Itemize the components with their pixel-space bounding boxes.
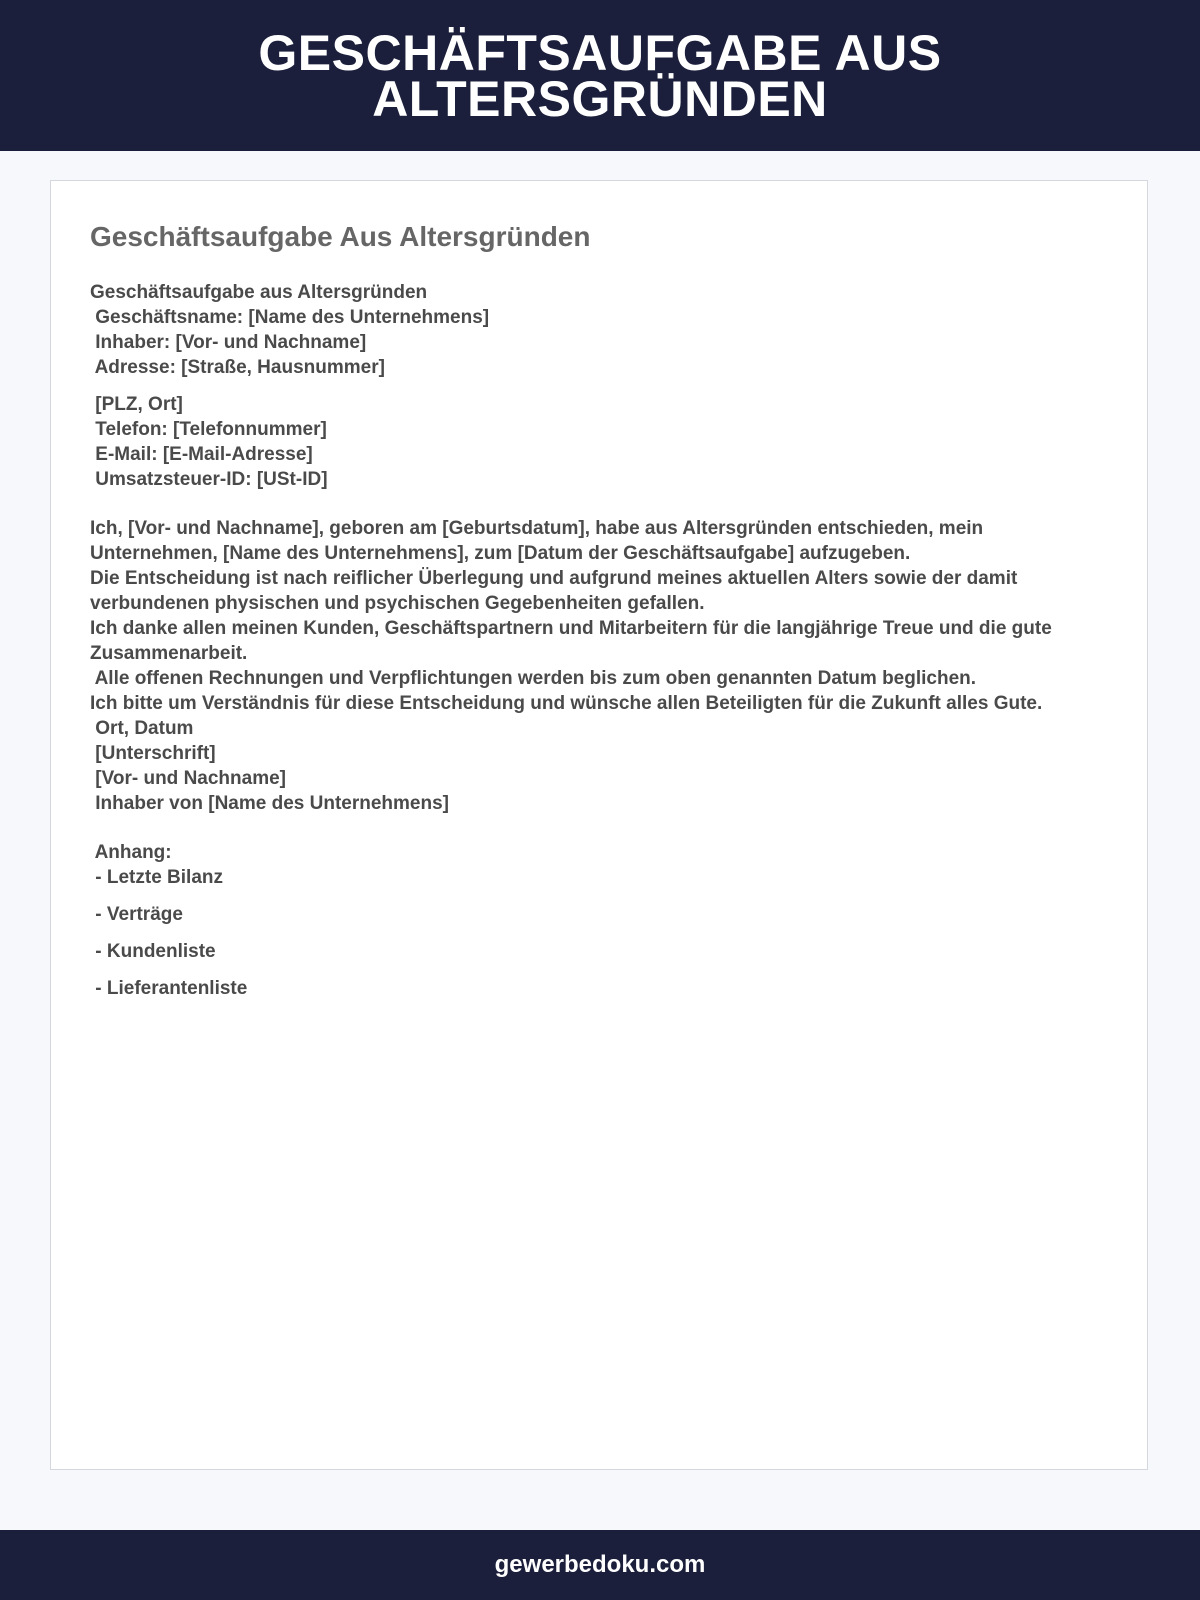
info-line: Geschäftsaufgabe aus Altersgründen bbox=[90, 282, 428, 303]
attachment-item: - Verträge bbox=[90, 904, 183, 925]
letter-body bbox=[90, 516, 1110, 816]
business-info-block bbox=[90, 280, 1110, 380]
info-line: Umsatzsteuer-ID: [USt-ID] bbox=[90, 469, 328, 490]
attachment-item: - Lieferantenliste bbox=[90, 978, 248, 999]
attachments-label: Anhang: bbox=[90, 842, 172, 863]
body-paragraph: Ich danke allen meinen Kunden, Geschäftspartnern und Mitarbeitern für die langjährige Treue und die gute Zusammenarbeit. bbox=[90, 618, 1052, 664]
footer-site-link[interactable]: gewerbedoku.com bbox=[494, 1551, 706, 1578]
info-line: [PLZ, Ort] bbox=[90, 394, 183, 415]
signature-line: [Vor- und Nachname] bbox=[90, 768, 286, 789]
document-title: Geschäftsaufgabe Aus Altersgründen bbox=[90, 221, 591, 252]
page-footer bbox=[0, 1530, 1200, 1600]
info-line: Telefon: [Telefonnummer] bbox=[90, 419, 327, 440]
body-paragraph: Ich, [Vor- und Nachname], geboren am [Geburtsdatum], habe aus Altersgründen entschieden, mein Unternehmen, [Name des Unternehmens], zum [Datum der Geschäftsaufgabe] aufzugeben. bbox=[90, 518, 984, 564]
info-line: E-Mail: [E-Mail-Adresse] bbox=[90, 444, 313, 465]
attachment-item: - Letzte Bilanz bbox=[90, 867, 224, 888]
info-line: Geschäftsname: [Name des Unternehmens] bbox=[90, 307, 490, 328]
body-paragraph: Die Entscheidung ist nach reiflicher Überlegung und aufgrund meines aktuellen Alters sowie der damit verbundenen physischen und psychischen Gegebenheiten gefallen. bbox=[90, 568, 1018, 614]
info-line: Inhaber: [Vor- und Nachname] bbox=[90, 332, 367, 353]
body-paragraph: Ich bitte um Verständnis für diese Entscheidung und wünsche allen Beteiligten für die Zukunft alles Gute. bbox=[90, 693, 1043, 714]
signature-line: [Unterschrift] bbox=[90, 743, 216, 764]
attachments-block-continued bbox=[90, 902, 1110, 1001]
info-line: Adresse: [Straße, Hausnummer] bbox=[90, 357, 385, 378]
attachments-block bbox=[90, 840, 1110, 890]
contact-info-block bbox=[90, 392, 1110, 492]
body-paragraph: Alle offenen Rechnungen und Verpflichtungen werden bis zum oben genannten Datum beglichen. bbox=[90, 668, 977, 689]
attachment-item: - Kundenliste bbox=[90, 941, 216, 962]
signature-line: Ort, Datum bbox=[90, 718, 194, 739]
page-header bbox=[0, 0, 1200, 151]
page-title: GESCHÄFTSAUFGABE AUS ALTERSGRÜNDEN bbox=[258, 24, 942, 127]
signature-line: Inhaber von [Name des Unternehmens] bbox=[90, 793, 449, 814]
